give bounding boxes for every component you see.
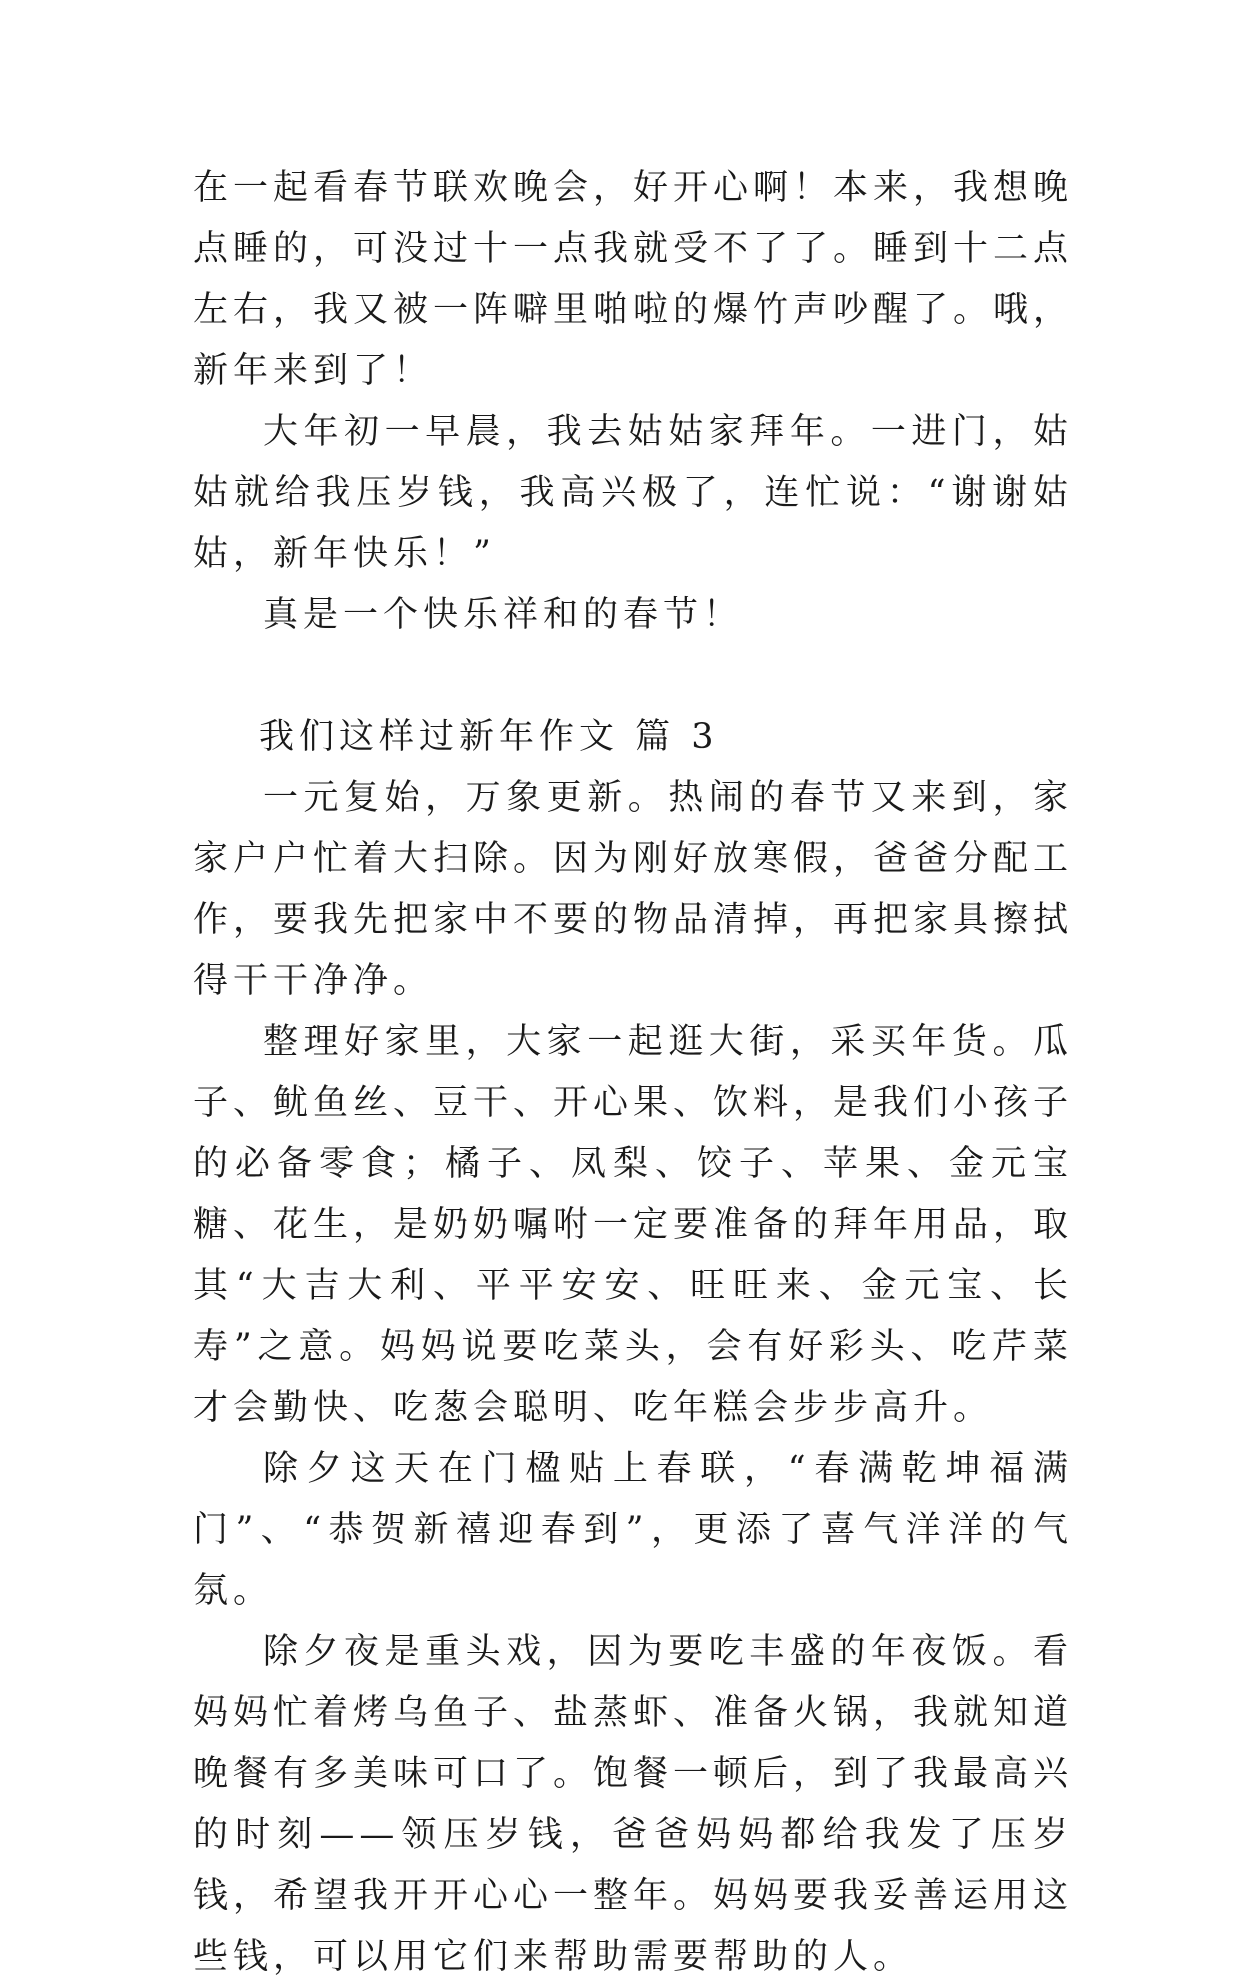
paragraph-new-year-eve: 除夕夜是重头戏，因为要吃丰盛的年夜饭。看妈妈忙着烤乌鱼子、盐蒸虾、准备火锅，我就知道晚餐有多美味可口了。饱餐一顿后，到了我最高兴的时刻——领压岁钱，爸爸妈妈都给我发了压岁钱，希望我开开心心一整年。妈妈要我妥善运用这些钱，可以用它们来帮助需要帮助的人。: [193, 1632, 1074, 1977]
section-heading: 我们这样过新年作文 篇 3: [259, 717, 719, 757]
paragraph-new-year-visit: 大年初一早晨，我去姑姑家拜年。一进门，姑姑就给我压岁钱，我高兴极了，连忙说：“谢谢姑姑，新年快乐！”: [193, 412, 1073, 574]
paragraph-shopping: 整理好家里，大家一起逛大街，采买年货。瓜子、鱿鱼丝、豆干、开心果、饮料，是我们小孩子的必备零食；橘子、凤梨、饺子、苹果、金元宝糖、花生，是奶奶嘱咐一定要准备的拜年用品，取其“大吉大利、平平安安、旺旺来、金元宝、长寿”之意。妈妈说要吃菜头，会有好彩头、吃芹菜才会勤快、吃葱会聪明、吃年糕会步步高升。: [193, 1022, 1074, 1428]
paragraph-cleaning: 一元复始，万象更新。热闹的春节又来到，家家户户忙着大扫除。因为刚好放寒假，爸爸分配工作，要我先把家中不要的物品清掉，再把家具擦拭得干干净净。: [193, 778, 1074, 1001]
paragraph-closing: 真是一个快乐祥和的春节！: [263, 595, 744, 635]
paragraph-continued: 在一起看春节联欢晚会，好开心啊！本来，我想晚点睡的，可没过十一点我就受不了了。睡到十二点左右，我又被一阵噼里啪啦的爆竹声吵醒了。哦，新年来到了！: [193, 168, 1074, 391]
document-body: [193, 158, 1073, 1988]
paragraph-couplets: 除夕这天在门楹贴上春联，“春满乾坤福满门”、“恭贺新禧迎春到”，更添了喜气洋洋的气氛。: [193, 1449, 1073, 1611]
